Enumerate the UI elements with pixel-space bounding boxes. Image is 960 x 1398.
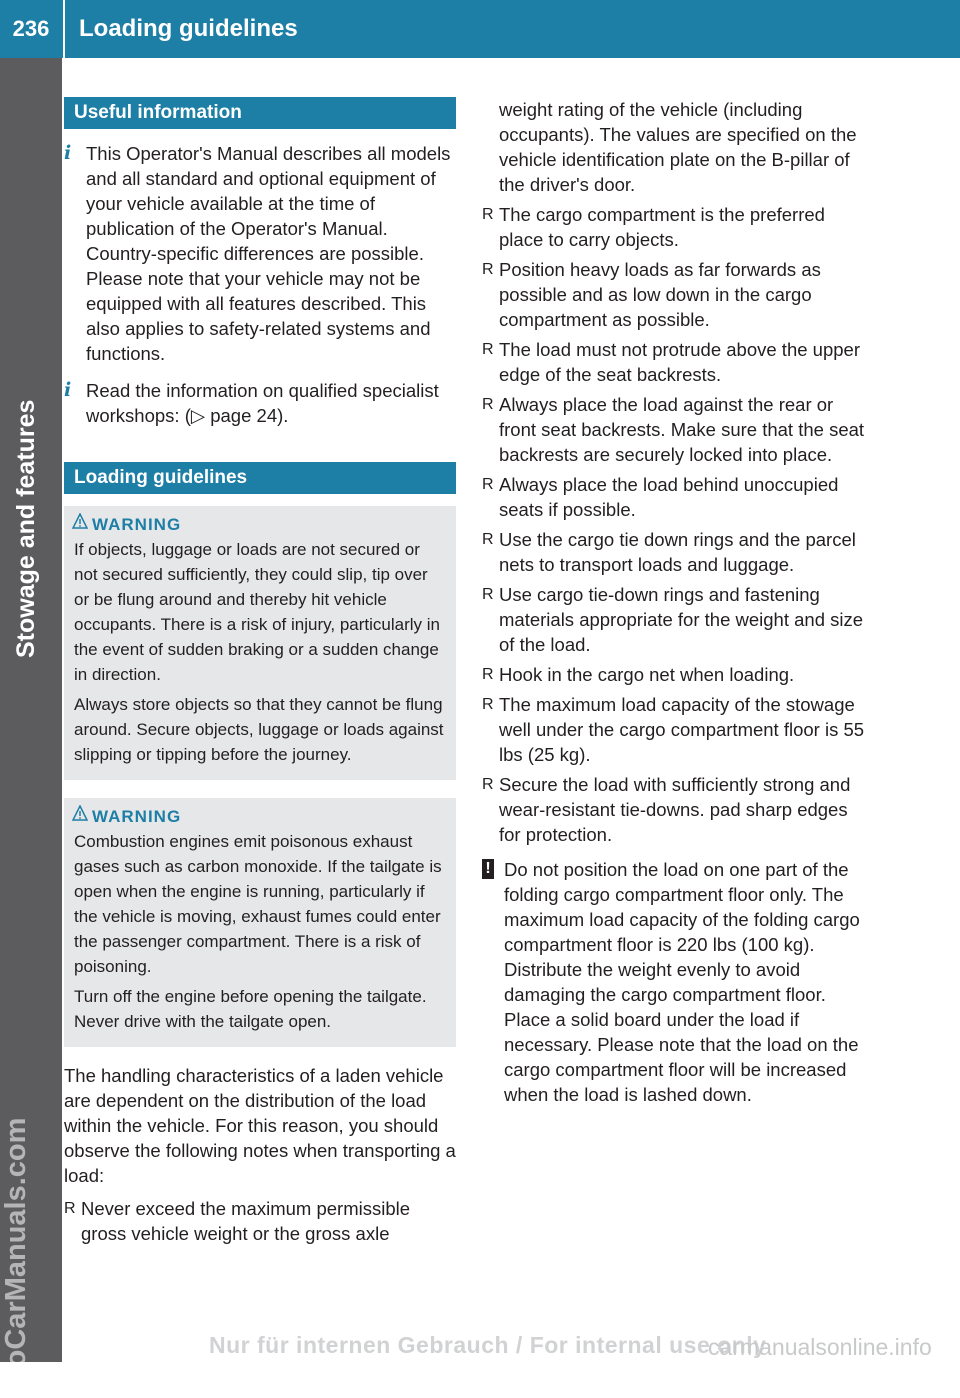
warning-triangle-icon: [72, 805, 88, 821]
list-item: R Position heavy loads as far forwards as possible and as low down in the cargo compartment as possible.: [482, 257, 874, 332]
section-side-tab: [0, 58, 62, 1398]
info-note: [64, 141, 456, 366]
warning-triangle-icon: [72, 513, 88, 529]
warning-box: [64, 506, 456, 780]
useful-information-heading: Useful information: [64, 97, 456, 129]
list-item: R Hook in the cargo net when loading.: [482, 662, 874, 687]
list-item: R Always place the load behind unoccupied seats if possible.: [482, 472, 874, 522]
loading-guidelines-heading: Loading guidelines: [64, 462, 456, 494]
left-column: [64, 97, 456, 1251]
footer-notice: Nur für internen Gebrauch / For internal use only: [209, 1332, 767, 1358]
footer-site-watermark: carmanualsonline.info: [708, 1334, 932, 1360]
list-item-continuation: weight rating of the vehicle (including occupants). The values are specified on the vehicle identification plate on the B-pillar of the driver's door.: [499, 99, 857, 195]
list-item: R Secure the load with sufficiently strong and wear-resistant tie-downs. pad sharp edges for protection.: [482, 772, 874, 847]
list-item: R Use cargo tie-down rings and fastening materials appropriate for the weight and size of the load.: [482, 582, 874, 657]
list-item: R Never exceed the maximum permissible gross vehicle weight or the gross axle: [64, 1196, 456, 1246]
warning-text: Combustion engines emit poisonous exhaust gases such as carbon monoxide. If the tailgate is open when the engine is running, particularly if the vehicle is moving, exhaust fumes could enter the passenger compartment. There is a risk of poisoning.: [74, 832, 442, 976]
info-note: [64, 378, 456, 428]
info-note-text: This Operator's Manual describes all models and all standard and optional equipment of your vehicle available at the time of publication of the Operator's Manual. Country-specific differences are possible. Please note that your vehicle may not be equipped with all features described. This also applies to safety-related systems and functions.: [86, 143, 451, 364]
side-watermark: ProCarManuals.com: [0, 1117, 32, 1398]
list-item: R Use the cargo tie down rings and the parcel nets to transport loads and luggage.: [482, 527, 874, 577]
loading-bullet-list: [64, 1196, 456, 1246]
page-title: Loading guidelines: [79, 15, 298, 42]
caution-note-text: Do not position the load on one part of the folding cargo compartment floor only. The maximum load capacity of the folding cargo compartment floor is 220 lbs (100 kg). Distribute the weight evenly to avoid damaging the cargo compartment floor. Place a solid board under the load if necessary. Please note that the load on the cargo compartment floor will be increased when the load is lashed down.: [504, 859, 860, 1105]
list-item: R Always place the load against the rear or front seat backrests. Make sure that the seat backrests are securely locked into place.: [482, 392, 874, 467]
info-icon: i: [64, 379, 72, 401]
right-column: [482, 97, 874, 1119]
loading-intro-paragraph: The handling characteristics of a laden vehicle are dependent on the distribution of the load within the vehicle. For this reason, you should observe the following notes when transporting a load:: [64, 1065, 456, 1186]
caution-exclamation-icon: !: [482, 859, 494, 879]
list-item: R The cargo compartment is the preferred place to carry objects.: [482, 202, 874, 252]
warning-label: WARNING: [92, 807, 182, 826]
caution-note: [482, 857, 874, 1107]
list-item: R The maximum load capacity of the stowage well under the cargo compartment floor is 55 lbs (25 kg).: [482, 692, 874, 767]
loading-bullet-list: [482, 202, 874, 847]
header-divider: [63, 0, 65, 58]
page-header: [0, 0, 960, 58]
info-icon: i: [64, 142, 72, 164]
warning-text: If objects, luggage or loads are not secured or not secured sufficiently, they could slip, tip over or be flung around and thereby hit vehicle occupants. There is a risk of injury, particularly in the event of sudden braking or a sudden change in direction.: [74, 540, 440, 684]
warning-text: Turn off the engine before opening the tailgate. Never drive with the tailgate open.: [74, 987, 427, 1031]
side-tab-section-title: Stowage and features: [12, 399, 40, 658]
page-number: 236: [12, 16, 50, 41]
warning-text: Always store objects so that they cannot be flung around. Secure objects, luggage or loads against slipping or tipping before the journey.: [74, 695, 444, 764]
warning-heading: [74, 512, 446, 537]
warning-heading: [74, 804, 446, 829]
info-note-text: Read the information on qualified specialist workshops: (▷ page 24).: [86, 380, 439, 426]
warning-label: WARNING: [92, 515, 182, 534]
list-item: R The load must not protrude above the upper edge of the seat backrests.: [482, 337, 874, 387]
warning-box: [64, 798, 456, 1047]
